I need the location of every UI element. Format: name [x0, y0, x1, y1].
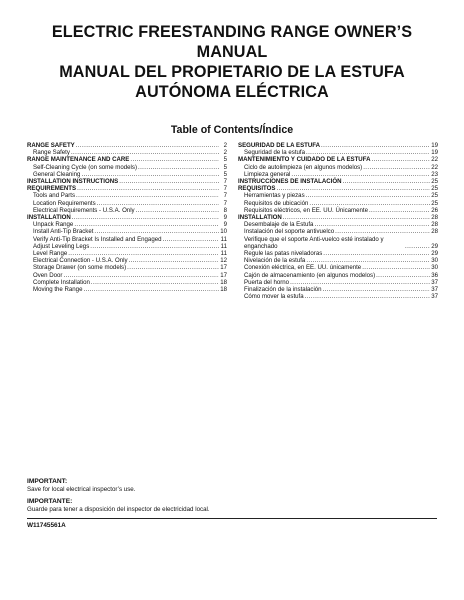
toc-entry: [238, 236, 438, 250]
toc-entry-label: Verify Anti-Tip Bracket Is Installed and Engaged: [33, 235, 162, 243]
toc-entry-page: 30: [431, 257, 438, 265]
toc-entry: [238, 192, 438, 199]
toc-column-spanish: [238, 142, 438, 300]
title-line-4: AUTÓNOMA ELÉCTRICA: [135, 83, 329, 101]
toc-leader-dots: [283, 214, 430, 221]
toc-entry-label: Desembalaje de la Estufa: [244, 221, 314, 229]
toc-entry-label: Nivelación de la estufa: [244, 257, 306, 265]
toc-entry: [27, 228, 227, 235]
toc-entry-label: Requisitos de ubicación: [244, 199, 309, 207]
toc-entry-label: Moving the Range: [33, 286, 83, 294]
toc-leader-dots: [291, 171, 430, 178]
toc-entry-page: 7: [223, 178, 227, 186]
toc-entry-label: SEGURIDAD DE LA ESTUFA: [238, 142, 321, 149]
toc-entry-page: 8: [223, 206, 227, 214]
toc-leader-dots: [136, 207, 219, 214]
toc-entry-page: 5: [223, 163, 227, 171]
toc-leader-dots: [77, 185, 219, 192]
part-number: W11745561A: [27, 522, 66, 529]
toc-entry: [27, 171, 227, 178]
toc-leader-dots: [276, 185, 430, 192]
toc-entry: [238, 171, 438, 178]
toc-entry-page: 37: [431, 293, 438, 301]
toc-entry-page: 12: [220, 257, 227, 265]
toc-entry: [27, 178, 227, 185]
toc-entry-page: 25: [431, 185, 438, 193]
toc-entry-page: 10: [220, 228, 227, 236]
toc-entry: [238, 149, 438, 156]
toc-leader-dots: [81, 171, 219, 178]
toc-entry-label: Herramientas y piezas: [244, 192, 305, 200]
toc-entry-page: 25: [431, 199, 438, 207]
toc-entry-label: Install Anti-Tip Bracket: [33, 228, 94, 236]
toc-leader-dots: [305, 293, 430, 300]
toc-leader-dots: [342, 178, 430, 185]
toc-entry-label: MANTENIMIENTO Y CUIDADO DE LA ESTUFA: [238, 156, 371, 164]
toc-entry-label: Ciclo de autolimpieza (en algunos modelos): [244, 163, 363, 171]
toc-entry-page: 29: [431, 242, 438, 250]
toc-entry-label: RANGE SAFETY: [27, 142, 75, 149]
importante-heading: IMPORTANTE:: [27, 498, 73, 505]
toc-entry-label: Tools and Parts: [33, 192, 76, 200]
toc-entry: [27, 142, 227, 149]
toc-entry-label: Location Requirements: [33, 199, 96, 207]
toc-entry: [238, 200, 438, 207]
toc-entry-page: 22: [431, 163, 438, 171]
toc-entry-label: Cajón de almacenamiento (en algunos modelos): [244, 271, 376, 279]
toc-entry-page: 29: [431, 250, 438, 258]
toc-entry: [238, 257, 438, 264]
toc-entry-label: Electrical Requirements - U.S.A. Only: [33, 206, 135, 214]
toc-entry: [27, 164, 227, 171]
toc-leader-dots: [376, 272, 430, 279]
toc-entry-label: Puerta del horno: [244, 278, 290, 286]
toc-leader-dots: [363, 164, 430, 171]
important-heading: IMPORTANT:: [27, 478, 68, 485]
toc-entry: [27, 214, 227, 221]
toc-entry: [27, 200, 227, 207]
toc-entry-page: 28: [431, 214, 438, 222]
toc-leader-dots: [72, 214, 219, 221]
toc-entry-page: 30: [431, 264, 438, 272]
toc-leader-dots: [369, 207, 430, 214]
manual-title: [20, 22, 444, 102]
title-line-2: MANUAL: [196, 43, 268, 61]
toc-entry: [238, 185, 438, 192]
toc-entry: [27, 192, 227, 199]
toc-leader-dots: [68, 250, 219, 257]
toc-entry: [27, 243, 227, 250]
toc-entry: [238, 264, 438, 271]
toc-leader-dots: [335, 228, 430, 235]
toc-entry-page: 22: [431, 156, 438, 164]
toc-entry: [238, 156, 438, 163]
toc-entry: [27, 279, 227, 286]
toc-entry-label: INSTRUCCIONES DE INSTALACIÓN: [238, 178, 342, 186]
toc-entry-page: 36: [431, 271, 438, 279]
toc-entry-label: INSTALLATION: [238, 214, 282, 222]
toc-entry-label: RANGE MAINTENANCE AND CARE: [27, 156, 130, 164]
toc-entry-page: 18: [220, 278, 227, 286]
toc-entry-label: REQUIREMENTS: [27, 185, 77, 193]
toc-leader-dots: [90, 243, 219, 250]
toc-entry: [238, 279, 438, 286]
toc-entry-label: Electrical Connection - U.S.A. Only: [33, 257, 128, 265]
toc-entry-page: 23: [431, 170, 438, 178]
toc-leader-dots: [127, 264, 219, 271]
toc-entry-page: 7: [223, 192, 227, 200]
toc-leader-dots: [405, 243, 430, 250]
toc-leader-dots: [76, 192, 219, 199]
toc-entry-label: Self-Cleaning Cycle (on some models): [33, 163, 137, 171]
toc-entry: [27, 185, 227, 192]
toc-entry-page: 2: [223, 142, 227, 149]
toc-entry-page: 37: [431, 278, 438, 286]
toc-entry-label: Range Safety: [33, 149, 70, 157]
toc-leader-dots: [63, 272, 219, 279]
toc-entry: [238, 207, 438, 214]
toc-entry-page: 5: [223, 170, 227, 178]
toc-entry: [238, 228, 438, 235]
toc-entry-page: 17: [220, 264, 227, 272]
toc-leader-dots: [314, 221, 430, 228]
toc-entry: [27, 207, 227, 214]
toc-entry-label: Requisitos eléctricos, en EE. UU. Únicamente: [244, 206, 368, 214]
toc-entry: [238, 250, 438, 257]
toc-entry: [238, 142, 438, 149]
toc-leader-dots: [130, 156, 219, 163]
toc-leader-dots: [71, 149, 219, 156]
toc-leader-dots: [97, 200, 219, 207]
toc-entry-page: 9: [223, 214, 227, 222]
important-note-spanish: [27, 498, 437, 514]
toc-entry-label: Level Range: [33, 250, 68, 258]
toc-entry-label: Regule las patas niveladoras: [244, 250, 323, 258]
toc-leader-dots: [119, 178, 219, 185]
toc-entry-label: Verifique que el soporte Anti-vuelco esté instalado y enganchado: [244, 235, 384, 250]
toc-leader-dots: [83, 286, 219, 293]
importante-text: Guarde para tener a disposición del inspector de electricidad local.: [27, 506, 210, 513]
toc-entry-label: Oven Door: [33, 271, 63, 279]
toc-leader-dots: [91, 279, 219, 286]
toc-leader-dots: [290, 279, 430, 286]
toc-entry: [238, 272, 438, 279]
toc-entry-page: 11: [220, 250, 227, 258]
title-line-3: MANUAL DEL PROPIETARIO DE LA ESTUFA: [59, 63, 405, 81]
toc-entry-label: Instalación del soporte antivuelco: [244, 228, 335, 236]
toc-entry-page: 2: [223, 149, 227, 157]
toc-entry: [27, 149, 227, 156]
toc-entry-page: 28: [431, 221, 438, 229]
title-line-1: ELECTRIC FREESTANDING RANGE OWNER’S: [51, 23, 413, 41]
toc-entry: [238, 164, 438, 171]
toc-leader-dots: [323, 250, 430, 257]
toc-entry-label: Adjust Leveling Legs: [33, 242, 90, 250]
toc-entry: [238, 214, 438, 221]
toc-entry: [27, 250, 227, 257]
toc-leader-dots: [372, 156, 431, 163]
toc-entry-page: 26: [431, 206, 438, 214]
toc-entry-page: 5: [223, 156, 227, 164]
toc-entry-page: 19: [431, 149, 438, 157]
toc-leader-dots: [323, 286, 430, 293]
toc-entry: [238, 221, 438, 228]
toc-entry: [27, 264, 227, 271]
toc-entry-page: 7: [223, 185, 227, 193]
toc-entry-page: 7: [223, 199, 227, 207]
toc-leader-dots: [306, 257, 430, 264]
toc-leader-dots: [362, 264, 430, 271]
important-text: Save for local electrical inspector’s use.: [27, 486, 136, 493]
toc-leader-dots: [74, 221, 219, 228]
toc-entry-page: 25: [431, 178, 438, 186]
toc-entry-label: INSTALLATION INSTRUCTIONS: [27, 178, 119, 186]
toc-heading: Table of Contents/Índice: [170, 124, 294, 136]
toc-entry: [238, 178, 438, 185]
divider-line: [27, 518, 437, 519]
toc-entry-page: 9: [223, 221, 227, 229]
toc-entry-page: 25: [431, 192, 438, 200]
toc-entry: [238, 293, 438, 300]
toc-entry: [27, 156, 227, 163]
toc-entry-label: INSTALLATION: [27, 214, 71, 222]
toc-leader-dots: [321, 142, 430, 149]
toc-entry-page: 28: [431, 228, 438, 236]
toc-leader-dots: [129, 257, 220, 264]
important-note-english: [27, 478, 437, 494]
toc-leader-dots: [163, 236, 220, 243]
toc-entry-page: 18: [220, 286, 227, 294]
toc-entry: [27, 236, 227, 243]
toc-entry: [238, 286, 438, 293]
toc-leader-dots: [306, 192, 430, 199]
toc-entry-label: Conexión eléctrica, en EE. UU. únicamente: [244, 264, 362, 272]
toc-entry-label: Unpack Range: [33, 221, 74, 229]
toc-entry: [27, 272, 227, 279]
toc-entry-label: Storage Drawer (on some models): [33, 264, 127, 272]
toc-entry-label: Complete Installation: [33, 278, 90, 286]
toc-entry-label: Finalización de la instalación: [244, 286, 322, 294]
toc-leader-dots: [306, 149, 430, 156]
toc-leader-dots: [94, 228, 219, 235]
toc-entry-label: Cómo mover la estufa: [244, 293, 304, 301]
toc-leader-dots: [76, 142, 219, 149]
toc-entry: [27, 257, 227, 264]
toc-entry-label: Seguridad de la estufa: [244, 149, 305, 157]
toc-entry-page: 37: [431, 286, 438, 294]
toc-entry-page: 11: [220, 235, 227, 243]
toc-leader-dots: [138, 164, 219, 171]
toc-entry-label: REQUISITOS: [238, 185, 276, 193]
toc-entry-label: General Cleaning: [33, 170, 81, 178]
toc-entry-label: Limpieza general: [244, 170, 291, 178]
toc-entry-page: 19: [431, 142, 438, 149]
toc-entry: [27, 286, 227, 293]
toc-entry-page: 11: [220, 242, 227, 250]
toc-entry: [27, 221, 227, 228]
toc-entry-page: 17: [220, 271, 227, 279]
toc-column-english: [27, 142, 227, 293]
toc-leader-dots: [309, 200, 430, 207]
